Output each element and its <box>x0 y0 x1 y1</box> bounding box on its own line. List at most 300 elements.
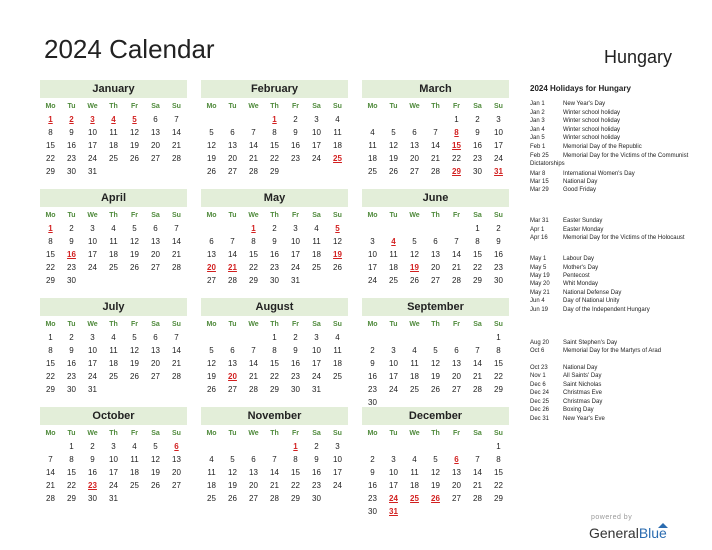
day-cell: 17 <box>333 468 342 477</box>
weekday-header <box>201 209 348 222</box>
weekday-label: Tu <box>67 430 76 437</box>
day-cell <box>467 331 488 344</box>
day-cell: 18 <box>410 481 419 490</box>
day-cell: 23 <box>291 154 300 163</box>
day-cell: 15 <box>249 250 258 259</box>
day-cell: 25 <box>109 263 118 272</box>
day-cell: 22 <box>46 372 55 381</box>
day-cell: 19 <box>410 263 419 272</box>
day-cell: 9 <box>272 237 277 246</box>
day-cell <box>124 492 145 505</box>
day-cell: 6 <box>153 115 158 124</box>
holiday-row <box>530 255 700 263</box>
day-cell: 11 <box>109 128 118 137</box>
day-cell: 30 <box>312 494 321 503</box>
holidays-title: 2024 Holidays for Hungary <box>530 84 631 93</box>
week-row <box>40 139 187 152</box>
day-cell: 23 <box>270 263 279 272</box>
day-cell: 6 <box>153 333 158 342</box>
weekday-label: Fr <box>131 321 138 328</box>
holiday-date: Jan 2 <box>530 110 545 116</box>
week-row <box>40 492 187 505</box>
day-cell: 11 <box>333 346 342 355</box>
day-cell: 14 <box>431 141 440 150</box>
day-cell: 3 <box>335 442 340 451</box>
day-cell: 24 <box>291 263 300 272</box>
day-cell: 8 <box>69 455 74 464</box>
day-cell: 26 <box>228 494 237 503</box>
weekday-label: Th <box>270 430 279 437</box>
day-cell: 10 <box>88 346 97 355</box>
day-cell: 25 <box>109 372 118 381</box>
weekday-header <box>40 427 187 440</box>
holiday-row <box>530 272 700 280</box>
day-cell: 14 <box>473 359 482 368</box>
day-cell: 2 <box>272 224 277 233</box>
day-cell: 17 <box>494 141 503 150</box>
day-cell: 6 <box>251 455 256 464</box>
weekday-label: We <box>87 103 98 110</box>
weekday-label: Tu <box>228 103 237 110</box>
day-cell: 2 <box>314 442 319 451</box>
day-cell: 3 <box>391 455 396 464</box>
day-cell <box>327 492 348 505</box>
day-cell: 15 <box>270 141 279 150</box>
day-cell: 7 <box>230 237 235 246</box>
day-cell: 29 <box>67 494 76 503</box>
holiday-name: Day of National Unity <box>563 298 620 304</box>
day-cell: 3 <box>314 333 319 342</box>
day-cell: 10 <box>312 346 321 355</box>
day-cell: 25 <box>333 154 342 163</box>
week-row <box>201 331 348 344</box>
holiday-date: Mar 31 <box>530 218 549 224</box>
weekday-header <box>201 100 348 113</box>
holiday-row <box>530 117 700 125</box>
holiday-row <box>530 226 700 234</box>
weekday-label: Fr <box>292 103 299 110</box>
day-cell: 30 <box>368 507 377 516</box>
weekday-label: We <box>87 212 98 219</box>
day-cell <box>201 440 222 453</box>
day-cell: 31 <box>109 494 118 503</box>
day-cell: 20 <box>249 481 258 490</box>
day-cell: 14 <box>46 468 55 477</box>
day-cell: 14 <box>249 141 258 150</box>
week-row <box>201 113 348 126</box>
holiday-row <box>530 297 700 305</box>
weekday-label: Mo <box>367 212 378 219</box>
weekday-label: We <box>409 103 420 110</box>
day-cell: 5 <box>433 455 438 464</box>
day-cell <box>327 165 348 178</box>
weekday-label: We <box>87 321 98 328</box>
weekday-label: Sa <box>473 103 482 110</box>
weekday-label: Th <box>109 321 118 328</box>
week-row <box>362 440 509 453</box>
day-cell: 23 <box>291 372 300 381</box>
holiday-date: Mar 29 <box>530 187 549 193</box>
day-cell <box>166 383 187 396</box>
day-cell: 15 <box>46 250 55 259</box>
day-cell: 18 <box>368 154 377 163</box>
holiday-name: Easter Monday <box>563 227 604 233</box>
week-row <box>362 113 509 126</box>
day-cell: 4 <box>412 346 417 355</box>
day-cell: 27 <box>151 263 160 272</box>
day-cell <box>124 274 145 287</box>
day-cell: 12 <box>130 346 139 355</box>
day-cell <box>124 165 145 178</box>
day-cell: 29 <box>291 494 300 503</box>
weekday-label: Tu <box>228 212 237 219</box>
day-cell: 4 <box>335 115 340 124</box>
day-cell: 23 <box>67 372 76 381</box>
day-cell <box>222 222 243 235</box>
day-cell: 27 <box>228 167 237 176</box>
day-cell: 20 <box>207 263 216 272</box>
day-cell: 26 <box>151 481 160 490</box>
weekday-label: Sa <box>473 212 482 219</box>
holiday-date: Nov 1 <box>530 373 546 379</box>
day-cell <box>124 383 145 396</box>
day-cell: 18 <box>109 250 118 259</box>
day-cell: 1 <box>475 224 480 233</box>
day-cell: 8 <box>496 346 501 355</box>
day-cell: 7 <box>475 455 480 464</box>
day-cell: 23 <box>368 385 377 394</box>
holiday-date: Jan 1 <box>530 101 545 107</box>
week-row <box>362 344 509 357</box>
day-cell <box>362 331 383 344</box>
weekday-label: Fr <box>453 103 460 110</box>
weekday-label: Sa <box>312 212 321 219</box>
day-cell: 15 <box>494 359 503 368</box>
holiday-date: Aug 20 <box>530 340 550 346</box>
day-cell: 22 <box>46 263 55 272</box>
day-cell: 12 <box>389 141 398 150</box>
day-cell <box>166 492 187 505</box>
day-cell: 14 <box>249 359 258 368</box>
day-cell: 10 <box>88 128 97 137</box>
weekday-label: Su <box>172 321 181 328</box>
weekday-label: Tu <box>67 321 76 328</box>
day-cell: 13 <box>207 250 216 259</box>
day-cell: 16 <box>368 372 377 381</box>
week-row <box>362 222 509 235</box>
holiday-row <box>530 178 700 186</box>
day-cell: 5 <box>230 455 235 464</box>
day-cell: 9 <box>475 128 480 137</box>
day-cell: 15 <box>452 141 461 150</box>
day-cell: 20 <box>151 250 160 259</box>
week-row <box>362 126 509 139</box>
day-cell: 27 <box>151 154 160 163</box>
day-cell: 27 <box>228 385 237 394</box>
day-cell <box>243 113 264 126</box>
weekday-label: Tu <box>67 103 76 110</box>
holiday-row <box>530 234 700 242</box>
week-row <box>362 261 509 274</box>
day-cell: 24 <box>109 481 118 490</box>
holiday-date: May 20 <box>530 281 550 287</box>
day-cell: 31 <box>494 167 503 176</box>
day-cell: 18 <box>109 141 118 150</box>
week-row <box>40 222 187 235</box>
day-cell: 25 <box>333 372 342 381</box>
day-cell: 21 <box>249 154 258 163</box>
weekday-label: Sa <box>312 321 321 328</box>
day-cell: 16 <box>494 250 503 259</box>
day-cell: 25 <box>368 167 377 176</box>
month-february <box>201 80 348 178</box>
day-cell: 5 <box>132 333 137 342</box>
day-cell: 4 <box>111 115 116 124</box>
day-cell: 21 <box>431 154 440 163</box>
week-row <box>362 453 509 466</box>
weekday-label: Tu <box>389 321 398 328</box>
day-cell: 25 <box>207 494 216 503</box>
holiday-name: National Day <box>563 365 598 371</box>
day-cell: 22 <box>67 481 76 490</box>
month-november <box>201 407 348 505</box>
day-cell <box>264 440 285 453</box>
day-cell: 31 <box>389 507 398 516</box>
day-cell <box>327 274 348 287</box>
day-cell: 28 <box>249 385 258 394</box>
day-cell: 28 <box>431 167 440 176</box>
day-cell <box>362 222 383 235</box>
month-october <box>40 407 187 505</box>
weekday-label: We <box>409 212 420 219</box>
week-row <box>201 357 348 370</box>
week-row <box>40 274 187 287</box>
day-cell: 26 <box>207 167 216 176</box>
day-cell: 31 <box>312 385 321 394</box>
day-cell: 9 <box>90 455 95 464</box>
day-cell <box>327 383 348 396</box>
weekday-label: We <box>248 103 259 110</box>
day-cell: 4 <box>111 224 116 233</box>
holiday-date: Dec 26 <box>530 407 550 413</box>
day-cell: 4 <box>412 455 417 464</box>
holiday-name: Saint Stephen's Day <box>563 340 618 346</box>
day-cell: 6 <box>153 224 158 233</box>
day-cell: 9 <box>314 455 319 464</box>
day-cell <box>383 331 404 344</box>
day-cell: 25 <box>410 494 419 503</box>
holiday-date: Jun 4 <box>530 298 545 304</box>
day-cell: 29 <box>270 385 279 394</box>
weekday-label: Mo <box>45 430 56 437</box>
day-cell: 2 <box>69 115 74 124</box>
week-row <box>201 344 348 357</box>
holiday-name: Whit Monday <box>563 281 599 287</box>
weekday-label: Th <box>270 212 279 219</box>
holiday-name: Mother's Day <box>563 265 599 271</box>
day-cell: 13 <box>228 359 237 368</box>
holiday-name: Day of the Independent Hungary <box>563 307 650 313</box>
weekday-label: Th <box>431 321 440 328</box>
month-name: October <box>40 407 187 425</box>
weekday-label: Tu <box>67 212 76 219</box>
day-cell: 13 <box>151 128 160 137</box>
weekday-label: Mo <box>45 212 56 219</box>
day-cell: 14 <box>228 250 237 259</box>
day-cell: 18 <box>130 468 139 477</box>
day-cell: 25 <box>389 276 398 285</box>
day-cell: 8 <box>272 128 277 137</box>
week-row <box>40 453 187 466</box>
month-name: February <box>201 80 348 98</box>
day-cell: 30 <box>270 276 279 285</box>
day-cell: 15 <box>291 468 300 477</box>
day-cell: 14 <box>473 468 482 477</box>
holiday-date: Mar 8 <box>530 171 546 177</box>
week-row <box>40 440 187 453</box>
day-cell: 26 <box>333 263 342 272</box>
day-cell: 6 <box>412 128 417 137</box>
holiday-name: Good Friday <box>563 187 597 193</box>
week-row <box>40 370 187 383</box>
day-cell <box>201 222 222 235</box>
holiday-date: Jan 3 <box>530 118 545 124</box>
day-cell: 25 <box>312 263 321 272</box>
day-cell: 30 <box>67 385 76 394</box>
holiday-name: All Saints' Day <box>563 373 602 379</box>
day-cell: 26 <box>389 167 398 176</box>
day-cell <box>383 222 404 235</box>
week-row <box>40 357 187 370</box>
day-cell: 8 <box>293 455 298 464</box>
day-cell: 23 <box>67 263 76 272</box>
holiday-name: Christmas Day <box>563 399 603 405</box>
weekday-label: Sa <box>473 321 482 328</box>
weekday-label: Su <box>333 430 342 437</box>
day-cell: 22 <box>270 154 279 163</box>
holiday-date: Feb 1 <box>530 144 546 150</box>
day-cell: 13 <box>431 250 440 259</box>
holiday-row <box>530 264 700 272</box>
day-cell: 21 <box>172 359 181 368</box>
day-cell: 8 <box>48 128 53 137</box>
day-cell: 11 <box>109 346 118 355</box>
holiday-name: Winter school holiday <box>563 127 621 133</box>
day-cell: 27 <box>452 494 461 503</box>
day-cell: 10 <box>333 455 342 464</box>
day-cell <box>166 165 187 178</box>
day-cell: 10 <box>312 128 321 137</box>
day-cell: 31 <box>88 385 97 394</box>
day-cell: 26 <box>431 494 440 503</box>
week-row <box>362 370 509 383</box>
day-cell <box>425 331 446 344</box>
day-cell: 15 <box>46 141 55 150</box>
holiday-row <box>530 289 700 297</box>
day-cell: 19 <box>130 359 139 368</box>
weekday-label: Mo <box>206 430 217 437</box>
brand-name-part1: General <box>589 525 639 541</box>
holiday-name: National Defense Day <box>563 290 622 296</box>
day-cell: 1 <box>293 442 298 451</box>
day-cell: 10 <box>368 250 377 259</box>
weekday-header <box>362 100 509 113</box>
weekday-label: Su <box>494 430 503 437</box>
page-title: 2024 Calendar <box>44 34 215 64</box>
day-cell: 29 <box>249 276 258 285</box>
day-cell: 19 <box>151 468 160 477</box>
day-cell: 28 <box>473 385 482 394</box>
day-cell <box>383 113 404 126</box>
weekday-label: Sa <box>473 430 482 437</box>
day-cell: 31 <box>88 167 97 176</box>
day-cell <box>243 331 264 344</box>
day-cell: 23 <box>88 481 97 490</box>
holiday-name: Boxing Day <box>563 407 594 413</box>
week-row <box>40 479 187 492</box>
day-cell <box>425 113 446 126</box>
weekday-label: Th <box>109 430 118 437</box>
day-cell: 21 <box>473 372 482 381</box>
day-cell: 24 <box>88 263 97 272</box>
weekday-header <box>362 209 509 222</box>
holiday-name: International Women's Day <box>563 171 635 177</box>
weekday-label: We <box>248 212 259 219</box>
day-cell: 9 <box>293 128 298 137</box>
day-cell: 21 <box>473 481 482 490</box>
weekday-label: Mo <box>206 103 217 110</box>
weekday-label: Sa <box>312 103 321 110</box>
month-name: May <box>201 189 348 207</box>
day-cell: 12 <box>431 359 440 368</box>
holiday-name: Christmas Eve <box>563 390 603 396</box>
month-july <box>40 298 187 396</box>
week-row <box>40 261 187 274</box>
day-cell: 17 <box>291 250 300 259</box>
day-cell: 19 <box>389 154 398 163</box>
day-cell <box>82 274 103 287</box>
day-cell <box>145 165 166 178</box>
day-cell: 21 <box>228 263 237 272</box>
day-cell: 17 <box>88 359 97 368</box>
weekday-label: Tu <box>389 430 398 437</box>
weekday-label: Sa <box>312 430 321 437</box>
day-cell: 15 <box>494 468 503 477</box>
day-cell: 27 <box>410 167 419 176</box>
weekday-label: Fr <box>453 321 460 328</box>
day-cell: 7 <box>475 346 480 355</box>
day-cell: 3 <box>90 333 95 342</box>
month-name: July <box>40 298 187 316</box>
day-cell: 2 <box>69 333 74 342</box>
day-cell: 30 <box>88 494 97 503</box>
day-cell <box>404 113 425 126</box>
weekday-label: Tu <box>228 430 237 437</box>
day-cell: 23 <box>473 154 482 163</box>
holiday-row <box>530 170 700 178</box>
day-cell: 26 <box>130 154 139 163</box>
day-cell: 8 <box>48 237 53 246</box>
day-cell: 10 <box>389 468 398 477</box>
day-cell: 22 <box>291 481 300 490</box>
holiday-row <box>530 339 700 347</box>
day-cell: 26 <box>207 385 216 394</box>
month-name: January <box>40 80 187 98</box>
weekday-label: Su <box>494 212 503 219</box>
day-cell: 12 <box>151 455 160 464</box>
holiday-date: May 19 <box>530 273 550 279</box>
week-row <box>201 165 348 178</box>
